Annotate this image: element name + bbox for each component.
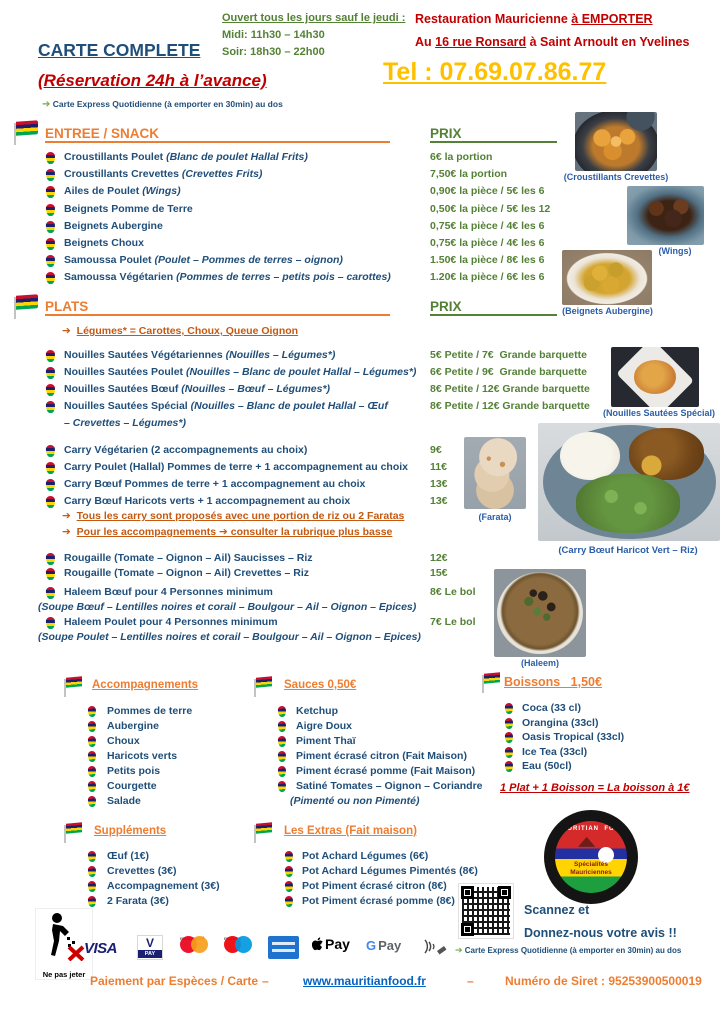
list-item-label: Orangina (33cl) xyxy=(522,716,599,729)
food-photo-wings xyxy=(627,186,704,245)
menu-item-name: Nouilles Sautées Bœuf xyxy=(64,383,182,395)
mauritius-flag-bullet xyxy=(285,866,294,877)
mauritius-flag-bullet xyxy=(88,851,97,862)
list-item xyxy=(285,849,485,864)
mauritius-flag-bullet xyxy=(46,203,56,215)
extras-list xyxy=(285,849,485,909)
list-item xyxy=(505,759,665,774)
list-item-label: 2 Farata (3€) xyxy=(107,895,169,907)
photo-caption: (Croustillants Crevettes) xyxy=(563,172,669,182)
mauritian-food-logo xyxy=(544,810,638,904)
mauritius-flag-bullet xyxy=(278,781,287,792)
list-item xyxy=(505,701,665,716)
menu-item-name: Beignets Choux xyxy=(64,236,144,249)
mauritius-flag-bullet xyxy=(88,721,97,732)
menu-item-continuation: (Soupe Poulet – Lentilles noires et corail – Boulgour – Ail – Oignon – Epices) xyxy=(38,631,421,643)
qr-code xyxy=(459,884,513,938)
menu-item-name: Samoussa Végétarien xyxy=(64,271,177,284)
list-item-label: Ice Tea (33cl) xyxy=(522,745,588,758)
mauritius-flag-bullet xyxy=(285,881,294,892)
column-title-supplements: Suppléments xyxy=(94,825,167,837)
column-title-boissons: Boissons 1,50€ xyxy=(504,675,602,689)
menu-item-price: 1.20€ la pièce / 6€ les 6 xyxy=(430,271,545,284)
mauritius-flag-bullet xyxy=(88,751,97,762)
menu-item-price: 13€ xyxy=(430,478,448,490)
food-photo-haleem xyxy=(494,569,586,657)
list-item-label: Piment Thaï xyxy=(296,735,356,747)
list-item-label: Choux xyxy=(107,735,140,747)
menu-item-price: 12€ xyxy=(430,552,448,564)
menu-item-price: 6€ la portion xyxy=(430,151,493,163)
list-item xyxy=(88,749,248,764)
prix-header-plats: PRIX xyxy=(430,299,557,316)
footer-dash: – xyxy=(467,974,474,988)
list-item-continuation: (Pimenté ou non Pimenté) xyxy=(290,795,420,807)
mauritius-flag-bullet xyxy=(88,706,97,717)
visa-logo: VISA xyxy=(84,940,118,957)
menu-item-price: 13€ xyxy=(430,495,448,507)
list-item-label: Coca (33 cl) xyxy=(522,702,581,714)
menu-item-detail: (Crevettes Frits) xyxy=(181,168,263,181)
express-menu-note-bottom: ➔ Carte Express Quotidienne (à emporter en 30min) au dos xyxy=(455,945,682,955)
arrow-right-icon: ➔ xyxy=(62,325,71,337)
list-item-label: Piment écrasé citron (Fait Maison) xyxy=(296,750,467,762)
food-photo-farata xyxy=(464,437,526,509)
list-item xyxy=(278,749,478,764)
list-item-label: Ketchup xyxy=(296,705,338,717)
list-item xyxy=(285,864,485,879)
list-item xyxy=(505,716,665,731)
menu-item-row xyxy=(0,566,724,581)
menu-item-name: Croustillants Poulet xyxy=(64,151,167,163)
ne-pas-jeter-icon xyxy=(42,911,86,961)
photo-caption: (Haleem) xyxy=(520,658,559,668)
menu-item-name: Beignets Aubergine xyxy=(64,219,163,232)
mauritius-flag-bullet xyxy=(285,851,294,862)
list-item xyxy=(88,764,248,779)
photo-caption: (Nouilles Sautées Spécial) xyxy=(603,408,716,418)
page-title: CARTE COMPLETE xyxy=(38,40,201,60)
apple-pay-logo: Pay xyxy=(312,936,350,952)
food-photo-croustillants-crevettes xyxy=(575,112,657,171)
mauritius-flag-bullet xyxy=(285,896,294,907)
photo-caption: (Wings) xyxy=(658,246,692,256)
mauritius-flag-bullet xyxy=(88,896,97,907)
carry-note-2: ➔ Pour les accompagnements ➔ consulter la rubrique plus basse xyxy=(62,526,393,538)
mastercard-logo xyxy=(180,936,204,941)
menu-item-name: Beignets Pomme de Terre xyxy=(64,202,193,215)
section-title-entree: ENTREE / SNACK xyxy=(45,126,390,143)
mauritius-flag-bullet xyxy=(46,367,56,379)
menu-item-detail: (Blanc de poulet Hallal Frits) xyxy=(166,151,308,163)
menu-item-price: 8€ Le bol xyxy=(430,586,476,598)
menu-item-name: Carry Poulet (Hallal) Pommes de terre + 1 accompagnement au choix xyxy=(64,461,408,473)
mauritius-flag-bullet xyxy=(278,721,287,732)
scan-text-line1: Scannez et xyxy=(524,903,590,917)
list-item-label: Pot Achard Légumes Pimentés (8€) xyxy=(302,865,478,877)
menu-item-row xyxy=(0,600,724,615)
mauritius-flag-bullet xyxy=(46,401,56,413)
list-item-label: Petits pois xyxy=(107,765,161,777)
menu-item-price: 0,90€ la pièce / 5€ les 6 xyxy=(430,185,545,198)
menu-item-price: 9€ xyxy=(430,444,442,456)
apple-icon xyxy=(312,937,324,951)
list-item xyxy=(88,719,248,734)
list-item-label: Piment écrasé pomme (Fait Maison) xyxy=(296,765,476,777)
mauritius-flag-bullet xyxy=(505,703,514,714)
menu-item-row xyxy=(0,630,724,645)
menu-item-price: 7€ Le bol xyxy=(430,616,476,628)
list-item xyxy=(285,894,485,909)
menu-item-name: Carry Végétarien (2 accompagnements au choix) xyxy=(64,444,308,456)
mauritius-flag-bullet xyxy=(46,350,56,362)
column-title-accompagnements: Accompagnements xyxy=(92,679,199,691)
mauritius-flag-bullet xyxy=(46,221,56,233)
list-item xyxy=(88,864,248,879)
mauritius-flag-bullet xyxy=(505,761,514,772)
menu-item-price: 5€ Petite / 7€ Grande barquette xyxy=(430,349,587,361)
mauritius-flag-bullet xyxy=(88,866,97,877)
list-item xyxy=(88,894,248,909)
menu-item-detail: (Nouilles – Bœuf – Légumes*) xyxy=(181,383,331,395)
list-item xyxy=(88,734,248,749)
haleem-item-list xyxy=(0,585,724,645)
list-item xyxy=(88,779,248,794)
restaurant-street: Au 16 rue Ronsard à Saint Arnoult en Yvelines xyxy=(415,35,690,49)
menu-item-continuation: (Soupe Bœuf – Lentilles noires et corail – Boulgour – Ail – Oignon – Epices) xyxy=(38,601,417,613)
menu-item-price: 8€ Petite / 12€ Grande barquette xyxy=(430,383,590,395)
column-title-extras: Les Extras (Fait maison) xyxy=(284,825,417,837)
menu-item-continuation: – Crevettes – Légumes*) xyxy=(64,417,186,429)
list-item-label: Accompagnement (3€) xyxy=(107,880,220,892)
amex-logo xyxy=(268,936,299,959)
mauritius-flag-bullet xyxy=(46,617,56,629)
legumes-note: ➔ Légumes* = Carottes, Choux, Queue Oignon xyxy=(62,325,299,337)
column-title-sauces: Sauces 0,50€ xyxy=(284,679,357,691)
mauritius-flag-bullet xyxy=(278,736,287,747)
menu-item-detail: (Poulet – Pommes de terres – oignon) xyxy=(154,254,343,267)
photo-caption: (Carry Bœuf Haricot Vert – Riz) xyxy=(558,545,698,556)
prix-header-entree: PRIX xyxy=(430,126,557,143)
menu-item-name: Nouilles Sautées Poulet xyxy=(64,366,186,378)
boisson-promo-note: 1 Plat + 1 Boisson = La boisson à 1€ xyxy=(500,782,690,794)
accompagnements-list xyxy=(88,704,248,809)
food-photo-carry-boeuf xyxy=(538,423,720,541)
mauritius-flag-bullet xyxy=(88,881,97,892)
photo-caption: (Farata) xyxy=(478,512,512,522)
list-item-label: Œuf (1€) xyxy=(107,850,149,862)
menu-item-price: 6€ Petite / 9€ Grande barquette xyxy=(430,366,587,378)
arrow-right-icon: ➔ xyxy=(455,945,463,955)
mauritius-flag-bullet xyxy=(46,272,56,284)
mauritius-flag-icon xyxy=(64,677,84,697)
logo-subtitle: Spécialités Mauriciennes xyxy=(570,861,612,876)
menu-item-name: Haleem Poulet pour 4 Personnes minimum xyxy=(64,616,278,628)
list-item xyxy=(88,879,248,894)
list-item-label: Pommes de terre xyxy=(107,705,193,717)
opening-hours-soir: Soir: 18h30 – 22h00 xyxy=(222,46,325,58)
list-item-label: Aigre Doux xyxy=(296,720,353,732)
menu-item-price: 11€ xyxy=(430,461,447,473)
carry-note-1: ➔ Tous les carry sont proposés avec une portion de riz ou 2 Faratas xyxy=(62,510,405,522)
menu-item-price: 0,75€ la pièce / 4€ les 6 xyxy=(430,236,545,249)
list-item xyxy=(505,730,665,745)
mauritius-flag-bullet xyxy=(46,169,56,181)
menu-item-row xyxy=(0,184,724,201)
list-item xyxy=(278,704,478,719)
list-item-label: Oasis Tropical (33cl) xyxy=(522,731,625,744)
mauritius-flag-bullet xyxy=(278,751,287,762)
mauritius-flag-bullet xyxy=(46,445,56,457)
menu-item-name: Carry Bœuf Pommes de terre + 1 accompagnement au choix xyxy=(64,478,366,490)
list-item xyxy=(88,704,248,719)
menu-item-detail: (Wings) xyxy=(142,185,181,198)
list-item xyxy=(278,719,478,734)
mauritius-flag-bullet xyxy=(46,496,56,508)
reservation-note: (Réservation 24h à l’avance) xyxy=(38,71,267,90)
mauritius-flag-icon xyxy=(482,673,502,693)
mauritius-flag-bullet xyxy=(46,238,56,250)
menu-item-detail: (Nouilles – Légumes*) xyxy=(225,349,336,361)
supplements-list xyxy=(88,849,248,909)
mauritius-flag-bullet xyxy=(505,717,514,728)
opening-hours xyxy=(222,10,405,61)
mauritius-flag-bullet xyxy=(46,553,56,565)
website-link[interactable]: www.mauritianfood.fr xyxy=(303,974,426,988)
mauritius-flag-bullet xyxy=(46,384,56,396)
mauritius-flag-bullet xyxy=(88,781,97,792)
contactless-icon xyxy=(422,938,448,961)
mauritius-flag-bullet xyxy=(88,796,97,807)
boissons-list xyxy=(505,701,665,774)
mauritius-flag-icon xyxy=(14,121,40,145)
arrow-right-icon: ➔ xyxy=(42,99,51,110)
vpay-logo: V PAY xyxy=(137,935,163,960)
list-item-label: Crevettes (3€) xyxy=(107,865,177,877)
arrow-right-icon: ➔ xyxy=(62,510,71,522)
list-item-label: Pot Achard Légumes (6€) xyxy=(302,850,429,862)
menu-item-name: Rougaille (Tomate – Oignon – Ail) Crevettes – Riz xyxy=(64,567,310,579)
menu-item-price: 8€ Petite / 12€ Grande barquette xyxy=(430,400,590,412)
sauces-list xyxy=(278,704,483,809)
list-item xyxy=(88,794,248,809)
list-item xyxy=(505,745,665,760)
scan-text-line2: Donnez-nous votre avis !! xyxy=(524,926,677,940)
menu-item-name: Samoussa Poulet xyxy=(64,254,155,267)
maestro-logo xyxy=(224,936,242,941)
menu-item-name: Croustillants Crevettes xyxy=(64,168,182,181)
mauritius-flag-bullet xyxy=(46,479,56,491)
menu-item-name: Nouilles Sautées Spécial xyxy=(64,400,191,412)
section-title-plats: PLATS xyxy=(45,299,390,316)
mauritius-flag-bullet xyxy=(505,747,514,758)
list-item xyxy=(88,849,248,864)
menu-item-name: Carry Bœuf Haricots verts + 1 accompagnement au choix xyxy=(64,495,351,507)
food-photo-beignets-aubergine xyxy=(562,250,652,305)
mauritius-flag-icon xyxy=(14,295,40,319)
mauritius-flag-bullet xyxy=(505,732,514,743)
menu-item-price: 7,50€ la portion xyxy=(430,168,508,181)
menu-item-price: 0,75€ la pièce / 4€ les 6 xyxy=(430,219,545,232)
list-item xyxy=(278,734,478,749)
list-item-label: Courgette xyxy=(107,780,157,792)
menu-item-detail: (Pommes de terres – petits pois – carottes) xyxy=(176,271,391,284)
mauritius-flag-icon xyxy=(254,823,274,843)
restaurant-address xyxy=(415,8,689,54)
ne-pas-jeter-label: Ne pas jeter xyxy=(42,970,86,979)
menu-item-detail: (Nouilles – Blanc de poulet Hallal – Œuf xyxy=(190,400,388,412)
hut-icon xyxy=(578,837,595,847)
list-item-label: Satiné Tomates – Oignon – Coriandre xyxy=(296,780,483,792)
mauritius-flag-bullet xyxy=(46,568,56,580)
payment-note: Paiement par Espèces / Carte xyxy=(90,974,259,988)
menu-item-price: 1.50€ la pièce / 8€ les 6 xyxy=(430,254,545,267)
list-item-label: Eau (50cl) xyxy=(522,760,572,773)
list-item-label: Pot Piment écrasé pomme (8€) xyxy=(302,895,455,907)
mauritius-flag-bullet xyxy=(46,152,56,164)
arrow-right-icon: ➔ xyxy=(62,526,71,538)
food-photo-nouilles-sautees xyxy=(611,347,699,407)
mauritius-flag-bullet xyxy=(88,766,97,777)
list-item-label: Pot Piment écrasé citron (8€) xyxy=(302,880,447,892)
siret-number: Numéro de Siret : 95253900500019 xyxy=(505,974,702,988)
photo-caption: (Beignets Aubergine) xyxy=(562,306,653,316)
list-item xyxy=(278,764,478,779)
list-item-label: Haricots verts xyxy=(107,750,178,762)
list-item xyxy=(285,879,485,894)
mauritius-flag-bullet xyxy=(278,706,287,717)
google-pay-logo: G Pay xyxy=(366,938,402,953)
logo-title: MAURITIAN FOOD xyxy=(556,826,626,832)
logo-inner xyxy=(555,821,627,893)
menu-item-detail: (Nouilles – Blanc de poulet Hallal – Légumes*) xyxy=(185,366,417,378)
list-item xyxy=(278,779,483,794)
phone-number: Tel : 07.69.07.86.77 xyxy=(383,58,607,86)
restaurant-tagline: Restauration Mauricienne à EMPORTER xyxy=(415,12,653,26)
list-item-label: Salade xyxy=(107,795,141,807)
mauritius-flag-bullet xyxy=(46,587,56,599)
menu-item-row xyxy=(0,219,724,236)
opening-hours-title: Ouvert tous les jours sauf le jeudi : xyxy=(222,12,406,24)
mauritius-flag-bullet xyxy=(46,255,56,267)
menu-item-row xyxy=(0,615,724,630)
menu-item-name: Haleem Bœuf pour 4 Personnes minimum xyxy=(64,586,273,598)
mauritius-flag-icon xyxy=(64,823,84,843)
list-item xyxy=(278,794,478,809)
menu-item-price: 0,50€ la pièce / 5€ les 12 xyxy=(430,202,551,215)
menu-item-name: Ailes de Poulet xyxy=(64,185,143,198)
menu-item-name: Nouilles Sautées Végétariennes xyxy=(64,349,226,361)
footer-dash: – xyxy=(262,974,269,988)
menu-item-price: 15€ xyxy=(430,567,448,579)
list-item-label: Aubergine xyxy=(107,720,159,732)
menu-item-row xyxy=(0,585,724,600)
mauritius-flag-bullet xyxy=(88,736,97,747)
express-menu-note-top: ➔ Carte Express Quotidienne (à emporter en 30min) au dos xyxy=(42,99,283,110)
mauritius-flag-icon xyxy=(254,677,274,697)
opening-hours-midi: Midi: 11h30 – 14h30 xyxy=(222,29,325,41)
menu-item-row xyxy=(0,202,724,219)
mauritius-flag-bullet xyxy=(46,186,56,198)
mauritius-flag-bullet xyxy=(278,766,287,777)
mauritius-flag-bullet xyxy=(46,462,56,474)
menu-item-name: Rougaille (Tomate – Oignon – Ail) Saucisses – Riz xyxy=(64,552,313,564)
